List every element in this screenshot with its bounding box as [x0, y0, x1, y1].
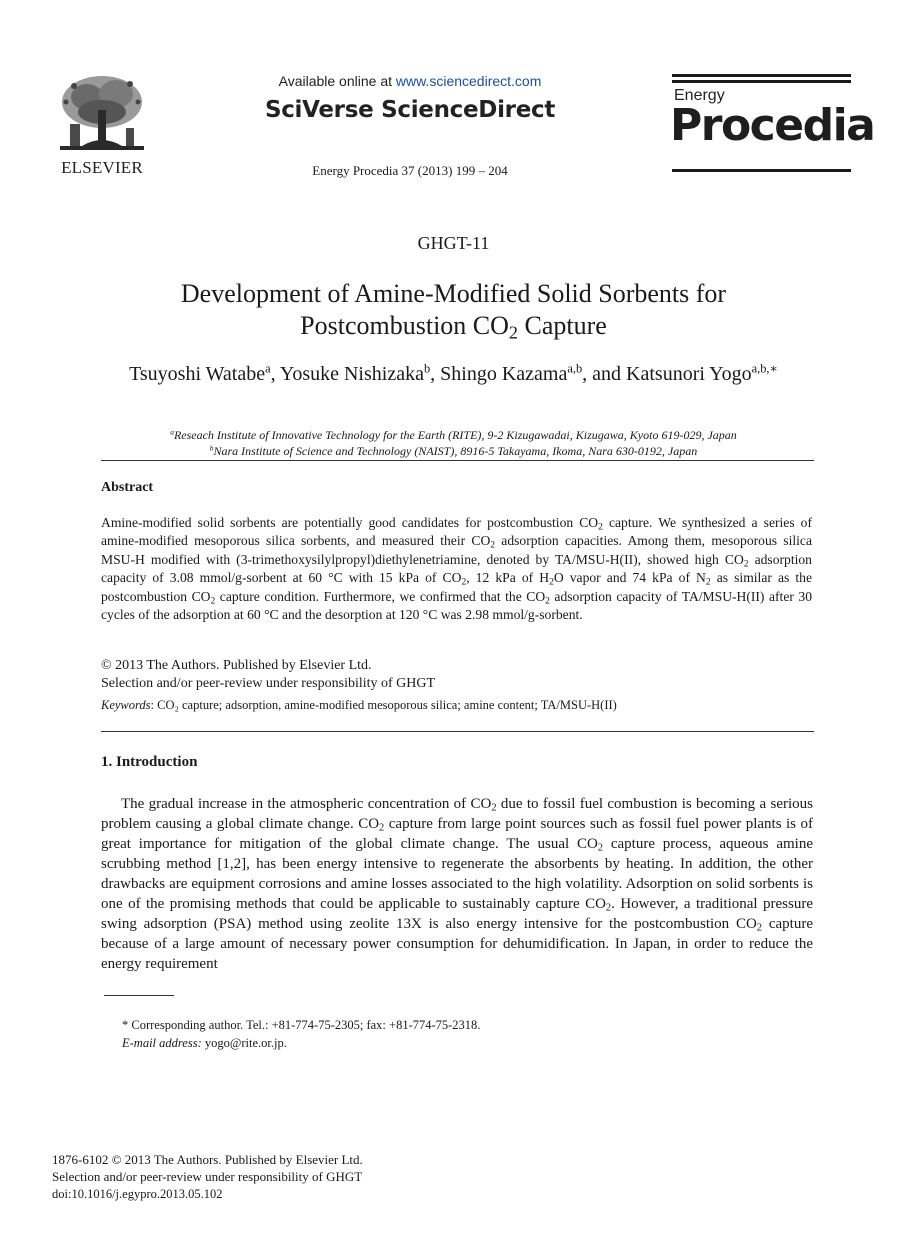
affiliation-b [100, 444, 807, 459]
keyword: amine content [463, 698, 535, 712]
doi-link[interactable]: doi:10.1016/j.egypro.2013.05.102 [52, 1187, 223, 1201]
title-line-2-pre: Postcombustion CO [300, 311, 509, 340]
author-affil-mark: a,b,∗ [751, 361, 778, 376]
email-address[interactable]: yogo@rite.or.jp. [204, 1036, 287, 1050]
keyword: CO₂ capture [157, 698, 219, 712]
divider [101, 731, 814, 732]
author-name: Tsuyoshi Watabe [129, 363, 266, 385]
platform-logo-text: SciVerse ScienceDirect [264, 97, 556, 123]
affiliation-text: Nara Institute of Science and Technology (NAIST), 8916-5 Takayama, Ikoma, Nara 630-0192, Japan [213, 444, 698, 458]
available-prefix: Available online at [278, 73, 396, 89]
email-label: E-mail address: [122, 1036, 202, 1050]
email-note [122, 1036, 287, 1051]
abstract-heading: Abstract [101, 480, 154, 495]
keywords: Keywords: CO₂ capture; adsorption, amine-modified mesoporous silica; amine content; TA/MSU-H(II) [101, 698, 617, 712]
keywords-label: Keywords [101, 698, 151, 712]
issn-line: 1876-6102 © 2013 The Authors. Published by Elsevier Ltd. [52, 1152, 363, 1167]
author-name: Katsunori Yogo [626, 363, 752, 385]
sciencedirect-link[interactable]: www.sciencedirect.com [395, 73, 542, 89]
corresponding-author-note: * Corresponding author. Tel.: +81-774-75-2305; fax: +81-774-75-2318. [122, 1018, 481, 1032]
conference-name: GHGT-11 [417, 233, 490, 253]
copyright-line: © 2013 The Authors. Published by Elsevier Ltd. [101, 658, 372, 673]
title-line-1: Development of Amine-Modified Solid Sorbents for [180, 279, 727, 308]
author-affil-mark: a [265, 361, 271, 376]
copyright-notice [101, 657, 435, 693]
tree-icon [52, 72, 152, 158]
journal-logo-large: Procedia [670, 100, 875, 151]
affiliation-mark: b [209, 443, 214, 453]
journal-logo-bottom-rule [672, 169, 851, 172]
author-name: Shingo Kazama [440, 363, 568, 385]
divider [101, 460, 814, 461]
affiliation-mark: a [170, 427, 174, 437]
title-line-2-post: Capture [518, 311, 607, 340]
keyword: adsorption, amine-modified mesoporous silica [225, 698, 458, 712]
footer-peer-review: Selection and/or peer-review under responsibility of GHGT [52, 1169, 363, 1184]
section-heading: 1. Introduction [101, 754, 198, 770]
publisher-logo-text: ELSEVIER [61, 158, 143, 177]
peer-review-line: Selection and/or peer-review under responsibility of GHGT [101, 676, 436, 691]
introduction-body: The gradual increase in the atmospheric concentration of $CO_2$ due to fossil fuel combustion is becoming a serious problem causing a global climate change. $CO_2$ capture from large point sources such as fossil fuel power plants is of great importance for mitigation of the global climate change. The usual $CO_2$ capture process, aqueous amine scrubbing method [1,2], has been energy intensive to regenerate the absorbents by heating. In addition, the other drawbacks are equipment corrosions and amine losses associated to the high volatility. Adsorption on solid sorbents is one of the promising methods that could be applicable to sustainably capture $CO_2$. However, a traditional pressure swing adsorption (PSA) method using zeolite 13X is also energy intensive for the postcombustion $CO_2$ capture because of a large amount of necessary power consumption for dehumidification. In Japan, in order to reduce the energy requirement [101, 796, 813, 972]
title-subscript: 2 [508, 322, 519, 343]
paper-title [80, 278, 827, 342]
journal-logo-small: Energy [674, 87, 725, 104]
author-name: Yosuke Nishizaka [279, 363, 424, 385]
available-online-line [200, 73, 620, 89]
author-affil-mark: a,b [567, 361, 583, 376]
journal-logo-rules [672, 74, 851, 86]
affiliation-a [100, 428, 807, 443]
journal-reference: Energy Procedia 37 (2013) 199 – 204 [312, 163, 508, 178]
affiliation-text: Reseach Institute of Innovative Technology for the Earth (RITE), 9-2 Kizugawadai, Kizugawa, Kyoto 619-029, Japan [173, 428, 737, 442]
author-affil-mark: b [423, 361, 431, 376]
keyword: TA/MSU-H(II) [540, 698, 617, 712]
abstract-body: Amine-modified solid sorbents are potentially good candidates for postcombustion $CO_2$ capture. We synthesized a series of amine-modified mesoporous silica sorbents, and measured their $CO_2$ adsorption capacities. Among them, mesoporous silica MSU-H modified with (3-trimethoxysilylpropyl)diethylenetriamine, denoted by TA/MSU-H(II), showed high $CO_2$ adsorption capacity of 3.08 mmol/g-sorbent at 60 °C with 15 kPa of $CO_2$, 12 kPa of $H_2O$ vapor and 74 kPa of $N_2$ as similar as the postcombustion $CO_2$ capture condition. Furthermore, we confirmed that the $CO_2$ adsorption capacity of TA/MSU-H(II) after 30 cycles of the adsorption at 60 °C and the desorption at 120 °C was 2.98 mmol/g-sorbent. [101, 515, 813, 623]
author-list: Tsuyoshi Watabe$^a$, Yosuke Nishizaka$^b$, Shingo Kazama$^{a,b}$, and Katsunori Yogo$^{a,b,∗}$ [129, 361, 778, 385]
footnote-divider [104, 995, 174, 996]
